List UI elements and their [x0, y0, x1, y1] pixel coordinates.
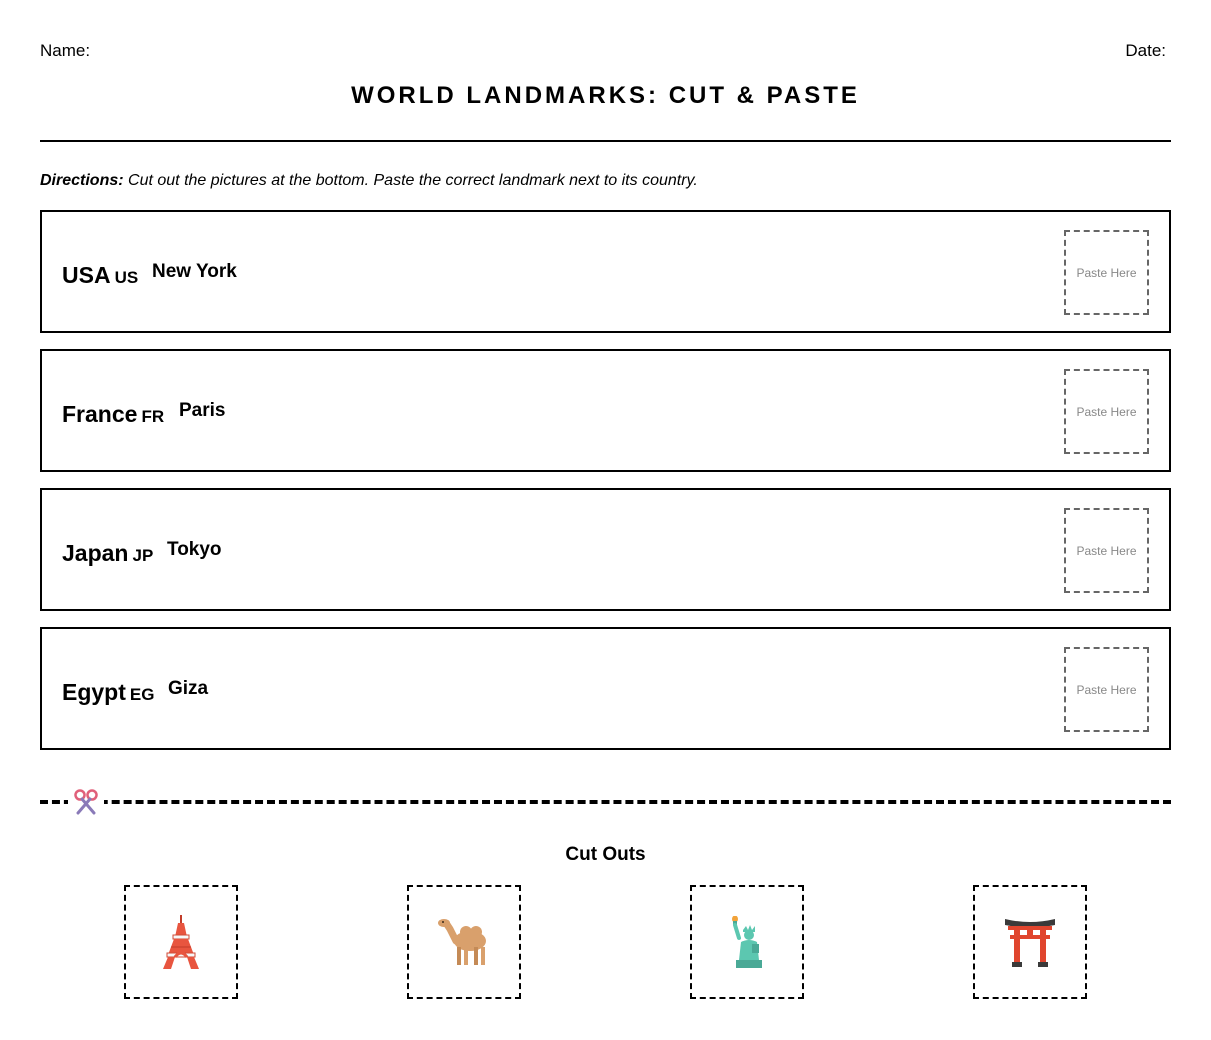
cutout-card[interactable] [690, 885, 804, 999]
statue-of-liberty-icon [727, 916, 767, 968]
worksheet-page [40, 0, 1171, 1040]
title-divider [40, 140, 1171, 142]
paste-box[interactable] [1064, 647, 1149, 732]
name-label: Name: [40, 41, 91, 60]
paste-box[interactable] [1064, 508, 1149, 593]
directions [40, 172, 698, 190]
tokyo-tower-icon [161, 915, 201, 969]
country-name: Japan JP [62, 540, 154, 566]
country-row-egypt [40, 627, 1171, 750]
country-code: FR [141, 407, 165, 426]
city-name: Paris [179, 400, 226, 421]
paste-label: Paste Here [1076, 404, 1137, 419]
camel-icon [437, 917, 491, 967]
directions-lead: Directions: [40, 172, 124, 189]
country-code: EG [129, 685, 155, 704]
city-name: Tokyo [167, 539, 222, 560]
cutout-card[interactable] [407, 885, 521, 999]
date-field[interactable] [1125, 41, 1166, 61]
directions-text: Cut out the pictures at the bottom. Paste the correct landmark next to its country. [128, 172, 698, 189]
cut-line [40, 800, 1171, 804]
country-name: France FR [62, 401, 165, 427]
paste-label: Paste Here [1076, 543, 1137, 558]
cutout-card[interactable] [124, 885, 238, 999]
torii-gate-icon [1004, 917, 1056, 967]
country-row-japan [40, 488, 1171, 611]
paste-label: Paste Here [1076, 682, 1137, 697]
country-code: US [114, 268, 139, 287]
country-code: JP [132, 546, 154, 565]
country-row-usa [40, 210, 1171, 333]
paste-box[interactable] [1064, 369, 1149, 454]
scissors-icon [68, 788, 104, 816]
paste-label: Paste Here [1076, 265, 1137, 280]
name-field[interactable] [40, 41, 90, 61]
country-name: USA US [62, 262, 139, 288]
cutouts-title: Cut Outs [565, 844, 646, 865]
cutout-card[interactable] [973, 885, 1087, 999]
date-label: Date: [1125, 41, 1166, 60]
paste-box[interactable] [1064, 230, 1149, 315]
city-name: New York [152, 261, 237, 282]
city-name: Giza [168, 678, 209, 699]
country-row-france [40, 349, 1171, 472]
country-name: Egypt EG [62, 679, 155, 705]
worksheet-title: WORLD LANDMARKS: CUT & PASTE [351, 82, 860, 109]
